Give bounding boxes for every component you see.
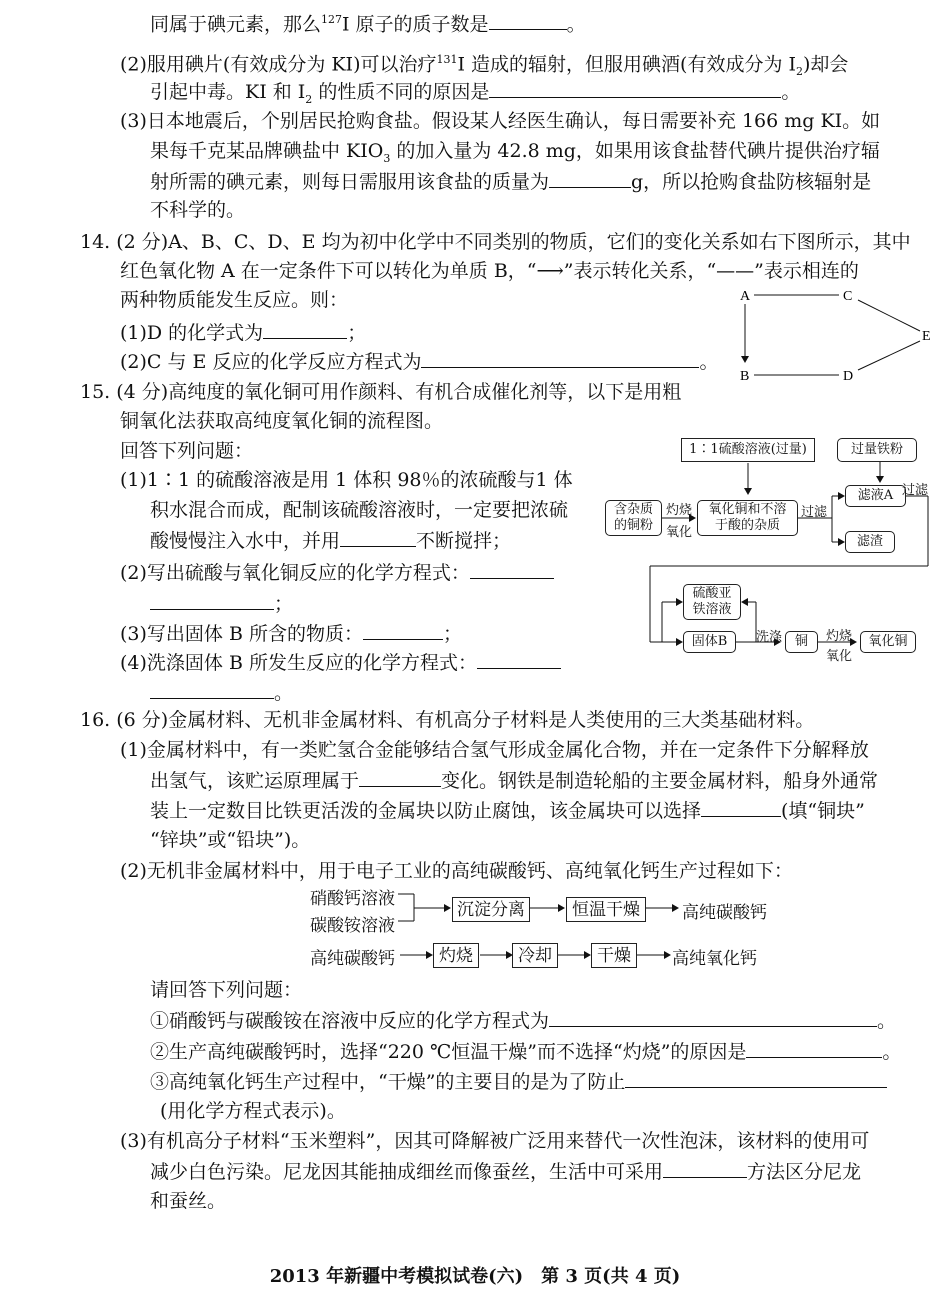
- answer-blank[interactable]: [746, 1037, 882, 1058]
- q16-stem: 16. (6 分)金属材料、无机非金属材料、有机高分子材料是人类使用的三大类基础材料。: [80, 709, 815, 731]
- flow-wash-label: 洗涤: [756, 630, 783, 645]
- q15-sub4-line1: (4)洗涤固体 B 所发生反应的化学方程式：: [120, 648, 561, 677]
- q14-sub2: (2)C 与 E 反应的化学反应方程式为 。: [120, 347, 718, 376]
- q14-relation-diagram: [736, 284, 936, 388]
- flow-residue-box: 滤渣: [845, 531, 895, 553]
- flow-dry-box: 干燥: [591, 943, 637, 968]
- node-a: A: [740, 289, 751, 304]
- answer-blank[interactable]: [263, 318, 347, 339]
- q13-part3-line2: 果每千克某品牌碘盐中 $KIO_3$ 的加入量为 42.8 mg，如果用该食盐替代碘片提供治疗辐: [150, 140, 880, 165]
- q16-part1-line3: 装上一定数目比铁更活泼的金属块以防止腐蚀，该金属块可以选择 (填“铜块”: [150, 796, 865, 825]
- q16-sub3-line1: ③高纯氧化钙生产过程中，“干燥”的主要目的是为了防止: [150, 1067, 887, 1096]
- q16-sub1: ①硝酸钙与碳酸铵在溶液中反应的化学方程式为 。: [150, 1006, 896, 1035]
- q15-stem-line3: 回答下列问题：: [120, 440, 254, 462]
- flow-constant-dry-box: 恒温干燥: [566, 897, 646, 922]
- answer-blank[interactable]: [363, 619, 443, 640]
- flow-cuo-box: 氧化铜: [860, 631, 916, 653]
- flow-feso4-box: 硫酸亚 铁溶液: [683, 584, 741, 620]
- answer-blank[interactable]: [421, 347, 699, 368]
- flow-copper-box: 铜: [785, 631, 818, 653]
- q16-part3-line2: 减少白色污染。尼龙因其能抽成细丝而像蚕丝，生活中可采用 方法区分尼龙: [150, 1157, 861, 1186]
- answer-blank[interactable]: [549, 1006, 877, 1027]
- flow-acid-box: 1∶1硫酸溶液(过量): [681, 438, 815, 462]
- flow-filter-label-1: 过滤: [801, 505, 828, 520]
- flow-precipitate-separate-box: 沉淀分离: [452, 897, 530, 922]
- flow-amm-carbonate: 碳酸铵溶液: [310, 916, 395, 936]
- q15-stem-line1: 15. (4 分)高纯度的氧化铜可用作颜料、有机合成催化剂等，以下是用粗: [80, 381, 682, 403]
- q13-part3-line4: 不科学的。: [150, 199, 246, 221]
- q16-ask: 请回答下列问题：: [150, 979, 303, 1001]
- answer-blank[interactable]: [663, 1157, 747, 1178]
- q16-part1-line1: (1)金属材料中，有一类贮氢合金能够结合氢气形成金属化合物，并在一定条件下分解释放: [120, 739, 869, 761]
- q14-sub1: (1)D 的化学式为 ；: [120, 318, 366, 347]
- flow-burn-label: 灼烧: [666, 503, 693, 518]
- answer-blank[interactable]: [359, 766, 441, 787]
- answer-blank[interactable]: [150, 678, 274, 699]
- q13-part2-line2: 引起中毒。KI 和 $I_2$ 的性质不同的原因是 。: [150, 77, 800, 114]
- q16-part2-line1: (2)无机非金属材料中，用于电子工业的高纯碳酸钙、高纯氧化钙生产过程如下：: [120, 860, 793, 882]
- node-c: C: [843, 289, 853, 304]
- q15-sub1-line1: (1)1∶1 的硫酸溶液是用 1 体积 98％的浓硫酸与1 体: [120, 469, 573, 491]
- flow-burn-box: 灼烧: [433, 943, 479, 968]
- flow-output-cao: 高纯氧化钙: [672, 949, 757, 969]
- flow-start-caco3: 高纯碳酸钙: [310, 949, 395, 969]
- answer-blank[interactable]: [477, 648, 561, 669]
- flow-mixture-box: 氧化铜和不溶 于酸的杂质: [697, 500, 798, 536]
- q14-stem-line1: 14. (2 分)A、B、C、D、E 均为初中化学中不同类别的物质，它们的变化关系如右下图所示，其中: [80, 231, 911, 253]
- flow-crude-copper-box: 含杂质 的铜粉: [605, 500, 662, 536]
- node-e: E: [922, 329, 931, 344]
- flow-oxidize-label: 氧化: [666, 525, 693, 540]
- q15-sub3: (3)写出固体 B 所含的物质： ；: [120, 619, 462, 648]
- answer-blank[interactable]: [489, 9, 567, 30]
- flow-oxidize-label-2: 氧化: [826, 649, 853, 664]
- q16-part1-line4: “锌块”或“铅块”)。: [150, 829, 311, 851]
- answer-blank[interactable]: [150, 589, 274, 610]
- q15-sub2-line1: (2)写出硫酸与氧化铜反应的化学方程式：: [120, 558, 554, 587]
- q16-part3-line3: 和蚕丝。: [150, 1190, 227, 1212]
- flow-iron-box: 过量铁粉: [837, 438, 917, 462]
- q15-sub4-line2: 。: [150, 678, 293, 707]
- q16-part3-line1: (3)有机高分子材料“玉米塑料”，因其可降解被广泛用来替代一次性泡沫，该材料的使用可: [120, 1130, 870, 1152]
- q15-sub1-line3: 酸慢慢注入水中，并用 不断搅拌；: [150, 526, 511, 555]
- answer-blank[interactable]: [340, 526, 416, 547]
- page-footer: 2013 年新疆中考模拟试卷(六) 第 3 页(共 4 页): [269, 1266, 681, 1287]
- q15-sub1-line2: 积水混合而成，配制该硫酸溶液时，一定要把浓硫: [150, 499, 569, 521]
- q14-stem-line2: 红色氧化物 A 在一定条件下可以转化为单质 B，“⟶”表示转化关系，“——”表示相连的: [120, 260, 859, 282]
- flow-ca-nitrate: 硝酸钙溶液: [310, 889, 395, 909]
- q13-part3-line3: 射所需的碘元素，则每日需服用该食盐的质量为 g，所以抢购食盐防核辐射是: [150, 167, 871, 196]
- node-b: B: [740, 369, 750, 384]
- q16-sub3-line2: (用化学方程式表示)。: [160, 1100, 346, 1122]
- q14-stem-line3: 两种物质能发生反应。则：: [120, 289, 349, 311]
- q15-stem-line2: 铜氧化法获取高纯度氧化铜的流程图。: [120, 410, 444, 432]
- q16-sub2: ②生产高纯碳酸钙时，选择“220 ℃恒温干燥”而不选择“灼烧”的原因是 。: [150, 1037, 901, 1066]
- node-d: D: [843, 369, 854, 384]
- q13-part2-line1: (2)服用碘片(有效成分为 KI)可以治疗$^{131}$I 造成的辐射，但服用碘酒(有效成分为 $I_2$)却会: [120, 53, 849, 79]
- q16-part1-line2: 出氢气，该贮运原理属于 变化。钢铁是制造轮船的主要金属材料，船身外通常: [150, 766, 878, 795]
- q13-part3-line1: (3)日本地震后，个别居民抢购食盐。假设某人经医生确认，每日需要补充 166 mg KI。如: [120, 110, 881, 132]
- flow-cool-box: 冷却: [512, 943, 558, 968]
- answer-blank[interactable]: [489, 77, 781, 98]
- flow-solid-b-box: 固体B: [683, 631, 736, 653]
- q15-sub2-line2: ；: [150, 589, 293, 618]
- flow-burn-label-2: 灼烧: [826, 629, 853, 644]
- flow-output-caco3: 高纯碳酸钙: [682, 903, 767, 923]
- flow-filtrate-a-box: 滤液A: [845, 485, 906, 507]
- answer-blank[interactable]: [549, 167, 631, 188]
- answer-blank[interactable]: [470, 558, 554, 579]
- answer-blank[interactable]: [625, 1067, 887, 1088]
- answer-blank[interactable]: [701, 796, 781, 817]
- q13-line1: 同属于碘元素，那么$^{127}$I 原子的质子数是 。: [150, 6, 586, 38]
- flow-filter-label-2: 过滤: [902, 483, 929, 498]
